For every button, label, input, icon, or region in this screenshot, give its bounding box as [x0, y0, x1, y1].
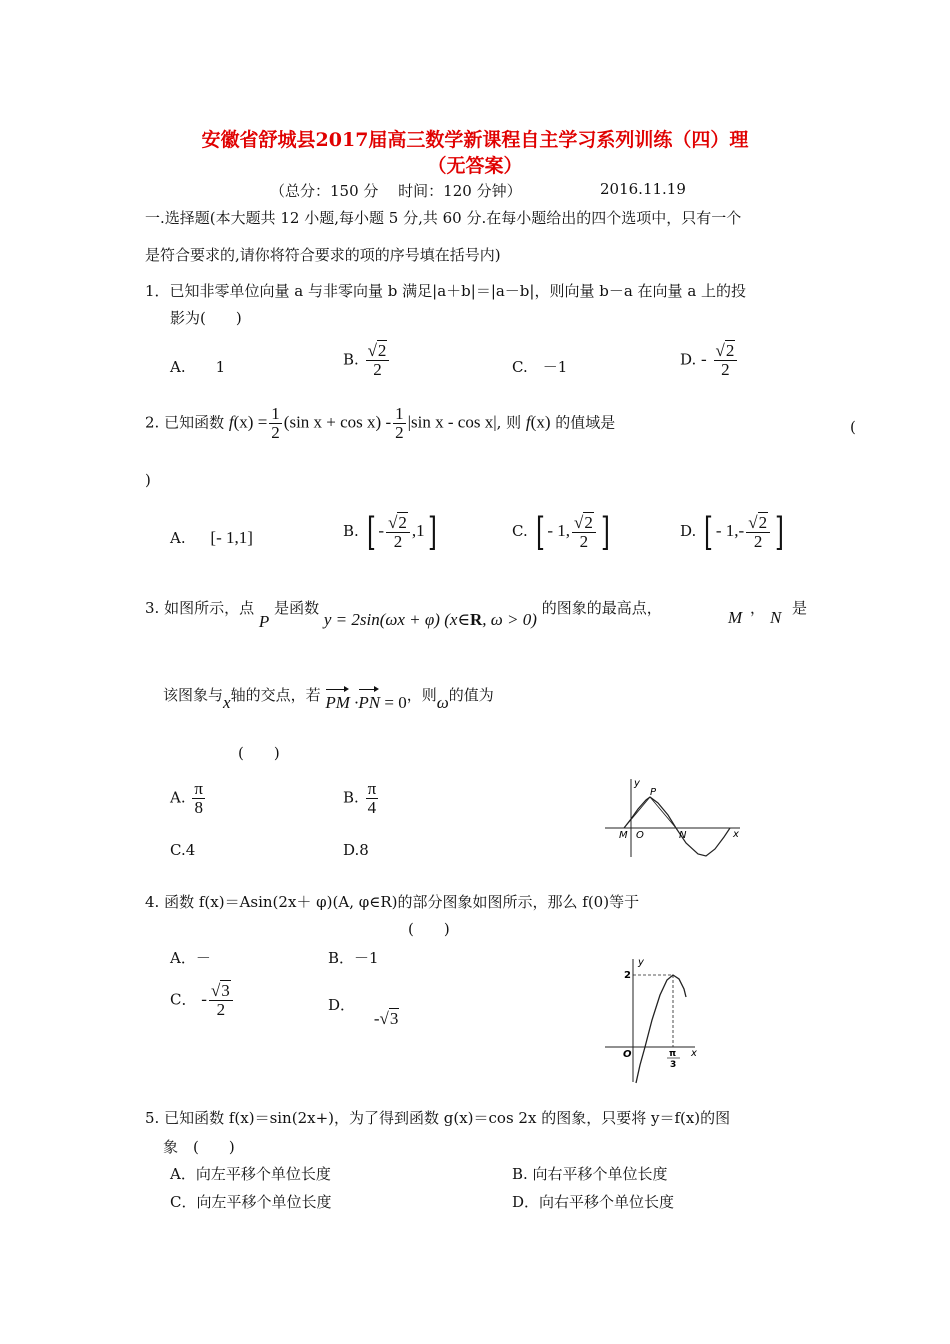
- q3-sine-graph: [600, 775, 750, 860]
- q1-option-d: D. - $\frac{√2}{2}$: [680, 342, 739, 379]
- q2-option-d: D. [ - 1,- $\frac{√2}{2}$ ]: [680, 510, 784, 554]
- q1-option-b: B. $\frac{√2}{2}$: [343, 342, 391, 379]
- q3-graph-y: y: [634, 778, 640, 789]
- q3-graph-p: P: [650, 787, 657, 798]
- q5-option-d: D．向右平移个单位长度: [512, 1193, 675, 1211]
- q4-graph-x: x: [691, 1048, 697, 1059]
- q4-graph-3: 3: [670, 1060, 677, 1070]
- q3-graph-x: x: [733, 829, 739, 840]
- section-heading: 一.选择题(本大题共 12 小题,每小题 5 分,共 60 分.在每小题给出的四个选项中，只有一个: [145, 209, 742, 227]
- q3-graph-m: M: [619, 830, 628, 841]
- q4-option-b: B．－1: [328, 949, 379, 967]
- exam-meta: （总分：150 分 时间：120 分钟）: [270, 182, 522, 200]
- q3-option-a: A. $\frac{\pi}{8}$: [170, 779, 203, 817]
- q4-stem: 4. 函数 f(x)＝Asin(2x＋ φ)(A, φ∈R)的部分图象如图所示，那么 f(0)等于: [145, 893, 640, 911]
- q3-curve: [624, 797, 730, 856]
- q3-label-n: N: [770, 608, 782, 627]
- q2-stem: 2. 已知函数 f(x) = $\frac{1}{2}$ (sin x + cos x) - $\frac{1}{2}$ |sin x - cos x|, 则 f(x) 的值域是: [145, 404, 616, 442]
- q4-graph-2: 2: [624, 970, 631, 981]
- q3-comma: ，: [750, 599, 766, 617]
- q3-option-b: B. $\frac{\pi}{4}$: [343, 779, 377, 817]
- section-heading-cont: 是符合要求的,请你将符合要求的项的序号填在括号内): [145, 246, 501, 264]
- q5-stem-cont: 象 ( ): [163, 1138, 235, 1156]
- q2-paren-close: ): [145, 471, 151, 489]
- q3-stem-cont: 该图象与x轴的交点，若 PM ·PN = 0，则ω的值为: [163, 686, 494, 712]
- q2-option-a: A. [- 1,1]: [170, 528, 253, 547]
- q3-graph-o: O: [636, 830, 644, 841]
- q1-stem: 1．已知非零单位向量 a 与非零向量 b 满足|a＋b|＝|a－b|，则向量 b－a 在向量 a 上的投: [145, 282, 747, 300]
- q1-option-a: A. 1: [170, 358, 226, 376]
- q4-curve: [636, 975, 686, 1083]
- q1-b-fraction: $\frac{√2}{2}$: [366, 342, 390, 379]
- q4-graph-y: y: [638, 957, 644, 968]
- q4-graph-pi: π: [669, 1049, 677, 1059]
- q5-stem: 5. 已知函数 f(x)＝sin(2x+)，为了得到函数 g(x)＝cos 2x 的图象，只要将 y＝f(x)的图: [145, 1109, 731, 1127]
- exam-date: 2016.11.19: [600, 180, 686, 198]
- q4-option-a: A．－: [170, 949, 211, 967]
- q3-stem: 3. 如图所示，点 P 是函数 y = 2sin(ωx + φ) (x∈R, ω > 0) 的图象的最高点，: [145, 599, 662, 631]
- q5-option-c: C．向左平移个单位长度: [170, 1193, 332, 1211]
- q3-answer-paren: ( ): [238, 744, 280, 762]
- q1-d-fraction: $\frac{√2}{2}$: [714, 342, 738, 379]
- page-title: 安徽省舒城县2017届高三数学新课程自主学习系列训练（四）理: [201, 129, 749, 151]
- q3-option-d: D.8: [343, 841, 369, 859]
- q2-option-b: B. [ - $\frac{√2}{2}$ ,1]: [343, 510, 437, 554]
- q1-stem-cont: 影为( ): [170, 309, 242, 327]
- page-title-sub: （无答案）: [427, 155, 523, 177]
- q5-option-a: A．向左平移个单位长度: [170, 1165, 331, 1183]
- q3-segment-pm: [624, 797, 650, 828]
- q1-option-c: C. －1: [512, 358, 568, 376]
- q4-option-d: D． -√3: [328, 996, 399, 1028]
- q3-option-c: C.4: [170, 841, 196, 859]
- q2-option-c: C. [ - 1, $\frac{√2}{2}$ ]: [512, 510, 610, 554]
- q2-paren-open: (: [850, 418, 856, 436]
- q3-label-m: M: [728, 608, 743, 627]
- q4-graph: [600, 955, 710, 1085]
- q3-shi: 是: [792, 599, 808, 617]
- q3-segment-pn: [650, 797, 676, 828]
- q3-graph-n: N: [679, 830, 687, 841]
- q5-option-b: B. 向右平移个单位长度: [512, 1165, 668, 1183]
- q4-option-c: C． - $\frac{√3}{2}$: [170, 982, 235, 1019]
- q4-graph-o: O: [623, 1049, 632, 1060]
- q4-answer-paren: ( ): [408, 920, 450, 938]
